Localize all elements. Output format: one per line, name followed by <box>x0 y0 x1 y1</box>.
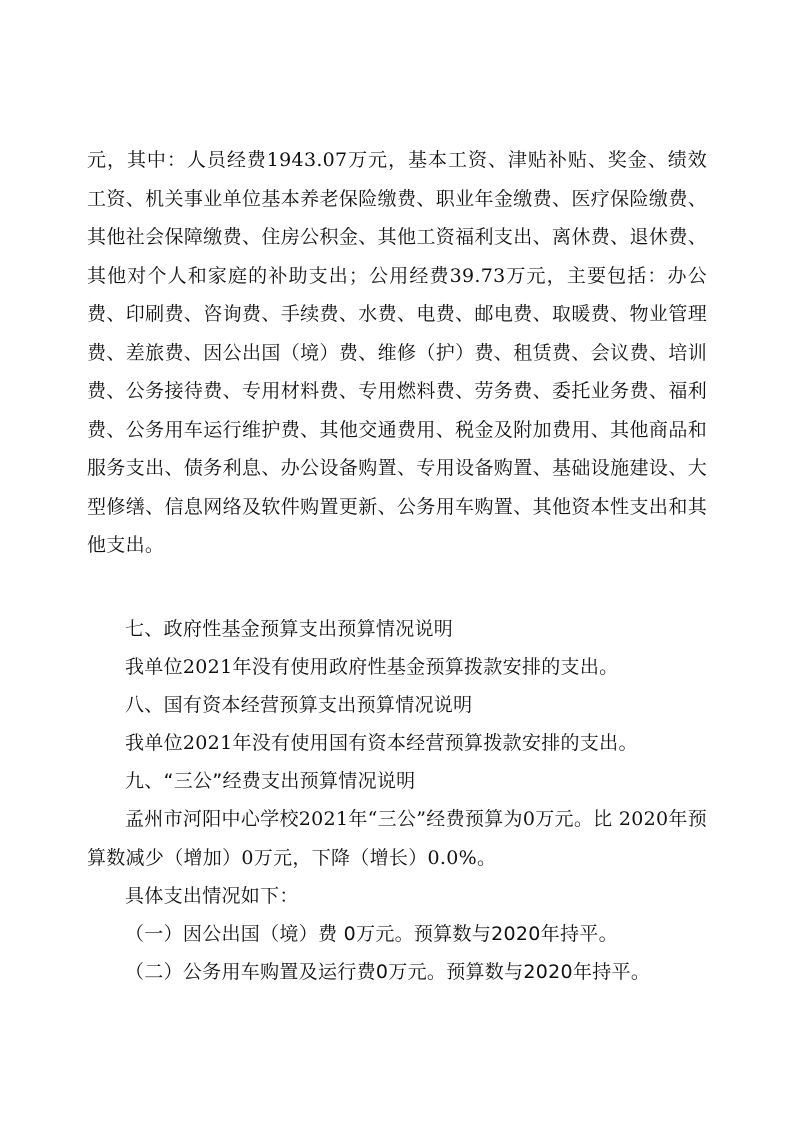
list-item-vehicles: （二）公务用车购置及运行费0万元。预算数与2020年持平。 <box>125 961 651 983</box>
list-item-overseas: （一）因公出国（境）费 0万元。预算数与2020年持平。 <box>125 923 618 945</box>
body-paragraph-details: 具体支出情况如下： <box>125 885 299 907</box>
section-heading-8: 八、国有资本经营预算支出预算情况说明 <box>125 694 473 716</box>
section-heading-9: 九、“三公”经费支出预算情况说明 <box>125 770 416 792</box>
body-paragraph-expenses: 元，其中：人员经费1943.07万元，基本工资、津贴补贴、奖金、绩效工资、机关事业单位基本养老保险缴费、职业年金缴费、医疗保险缴费、其他社会保障缴费、住房公积金、其他工资福利支出、离休费、退休费、其他对个人和家庭的补助支出；公用经费39.73万元，主要包括：办公费、印刷费、咨询费、手续费、水费、电费、邮电费、取暖费、物业管理费、差旅费、因公出国（境）费、维修（护）费、租赁费、会议费、培训费、公务接待费、专用材料费、专用燃料费、劳务费、委托业务费、福利费、公务用车运行维护费、其他交通费用、税金及附加费用、其他商品和服务支出、债务利息、办公设备购置、专用设备购置、基础设施建设、大型修缮、信息网络及软件购置更新、公务用车购置、其他资本性支出和其他支出。 <box>87 149 707 556</box>
section-heading-7: 七、政府性基金预算支出预算情况说明 <box>125 618 454 640</box>
body-paragraph-9: 孟州市河阳中心学校2021年“三公”经费预算为0万元。比 2020年预算数减少（增加）0万元，下降（增长）0.0%。 <box>87 808 707 869</box>
body-paragraph-8: 我单位2021年没有使用国有资本经营预算拨款安排的支出。 <box>125 732 638 754</box>
body-paragraph-7: 我单位2021年没有使用政府性基金预算拨款安排的支出。 <box>125 656 619 678</box>
